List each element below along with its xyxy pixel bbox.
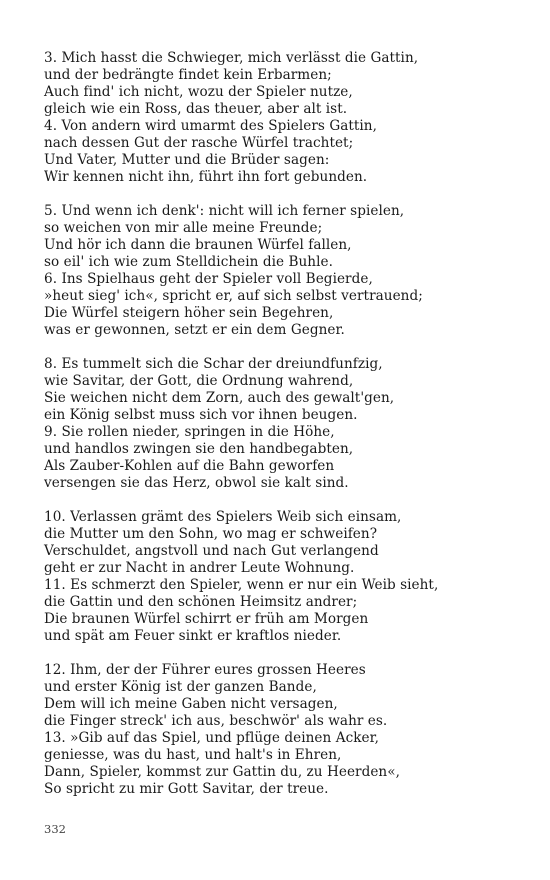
page-number: 332 <box>44 822 66 836</box>
verse-line: was er gewonnen, setzt er ein dem Gegner. <box>44 322 345 338</box>
verse-line: 12. Ihm, der der Führer eures grossen Heeres <box>44 662 366 678</box>
verse-line: 4. Von andern wird umarmt des Spielers Gattin, <box>44 118 377 134</box>
verse-line: Auch find' ich nicht, wozu der Spieler nutze, <box>44 84 353 100</box>
verse-line: Und hör ich dann die braunen Würfel fallen, <box>44 237 352 253</box>
verse-line: 9. Sie rollen nieder, springen in die Höhe, <box>44 424 335 440</box>
verse-line: und der bedrängte findet kein Erbarmen; <box>44 67 332 83</box>
verse-line: »heut sieg' ich«, spricht er, auf sich selbst vertrauend; <box>44 288 423 304</box>
verse-line: und spät am Feuer sinkt er kraftlos nieder. <box>44 628 342 644</box>
stanza-3 <box>44 356 514 492</box>
verse-line: 8. Es tummelt sich die Schar der dreiundfunfzig, <box>44 356 383 372</box>
verse-line: und erster König ist der ganzen Bande, <box>44 679 317 695</box>
verse-line: und handlos zwingen sie den handbegabten, <box>44 441 354 457</box>
verse-line: nach dessen Gut der rasche Würfel trachtet; <box>44 135 354 151</box>
verse-line: 11. Es schmerzt den Spieler, wenn er nur ein Weib sieht, <box>44 577 439 593</box>
verse-line: Sie weichen nicht dem Zorn, auch des gewalt'gen, <box>44 390 395 406</box>
verse-line: die Gattin und den schönen Heimsitz andrer; <box>44 594 358 610</box>
stanza-2 <box>44 203 514 339</box>
verse-line: versengen sie das Herz, obwol sie kalt sind. <box>44 475 349 491</box>
stanza-5 <box>44 662 514 798</box>
poem-text-block <box>44 50 514 815</box>
verse-line: wie Savitar, der Gott, die Ordnung wahrend, <box>44 373 354 389</box>
verse-line: Dann, Spieler, kommst zur Gattin du, zu Heerden«, <box>44 764 400 780</box>
verse-line: so weichen von mir alle meine Freunde; <box>44 220 323 236</box>
verse-line: Die braunen Würfel schirrt er früh am Morgen <box>44 611 369 627</box>
verse-line: 13. »Gib auf das Spiel, und pflüge deinen Acker, <box>44 730 380 746</box>
verse-line: So spricht zu mir Gott Savitar, der treue. <box>44 781 329 797</box>
verse-line: 10. Verlassen grämt des Spielers Weib sich einsam, <box>44 509 402 525</box>
verse-line: Und Vater, Mutter und die Brüder sagen: <box>44 152 330 168</box>
verse-line: Verschuldet, angstvoll und nach Gut verlangend <box>44 543 379 559</box>
verse-line: 6. Ins Spielhaus geht der Spieler voll Begierde, <box>44 271 373 287</box>
verse-line: gleich wie ein Ross, das theuer, aber alt ist. <box>44 101 348 117</box>
verse-line: Dem will ich meine Gaben nicht versagen, <box>44 696 338 712</box>
verse-line: ein König selbst muss sich vor ihnen beugen. <box>44 407 358 423</box>
verse-line: geniesse, was du hast, und halt's in Ehren, <box>44 747 342 763</box>
verse-line: die Finger streck' ich aus, beschwör' als wahr es. <box>44 713 388 729</box>
stanza-1 <box>44 50 514 186</box>
verse-line: 5. Und wenn ich denk': nicht will ich ferner spielen, <box>44 203 405 219</box>
stanza-4 <box>44 509 514 645</box>
verse-line: Wir kennen nicht ihn, führt ihn fort gebunden. <box>44 169 368 185</box>
verse-line: die Mutter um den Sohn, wo mag er schweifen? <box>44 526 378 542</box>
verse-line: Als Zauber-Kohlen auf die Bahn geworfen <box>44 458 335 474</box>
verse-line: so eil' ich wie zum Stelldichein die Buhle. <box>44 254 333 270</box>
verse-line: geht er zur Nacht in andrer Leute Wohnung. <box>44 560 355 576</box>
verse-line: 3. Mich hasst die Schwieger, mich verlässt die Gattin, <box>44 50 419 66</box>
verse-line: Die Würfel steigern höher sein Begehren, <box>44 305 334 321</box>
